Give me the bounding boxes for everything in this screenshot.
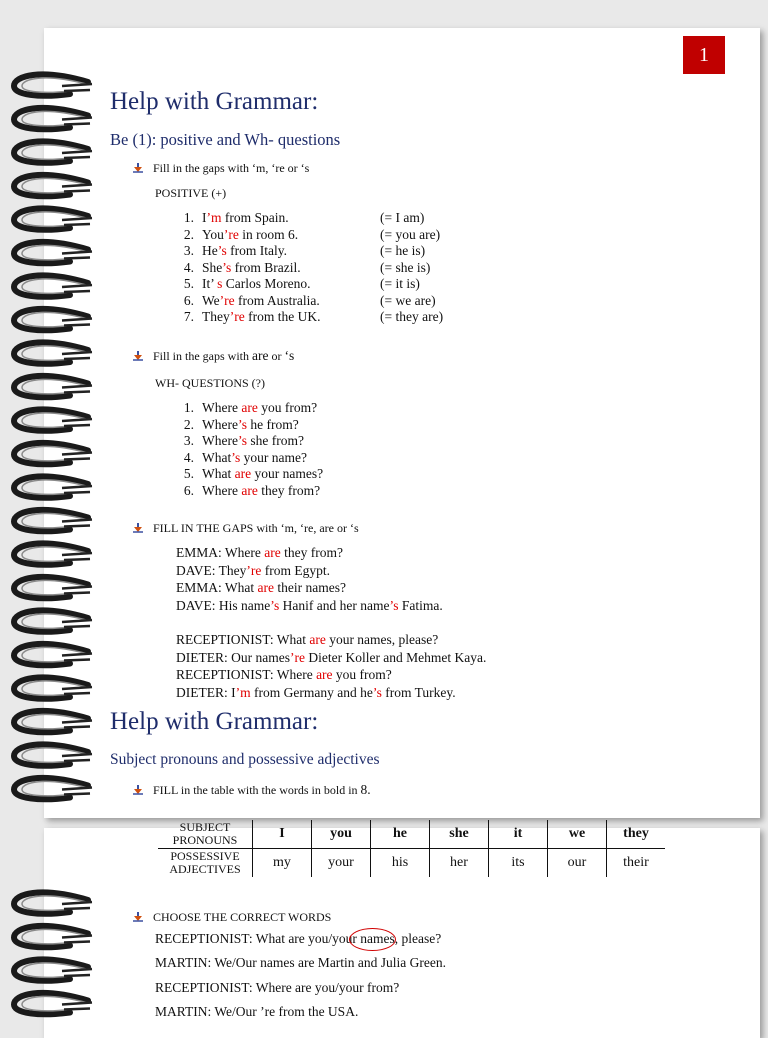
item-text: We <box>202 292 220 308</box>
pronoun-table <box>158 820 665 877</box>
item-text: your name? <box>240 449 307 465</box>
possessive-adjectives-label <box>158 849 253 878</box>
table-cell: I <box>253 820 312 849</box>
label-line: POSSESSIVE <box>170 849 240 863</box>
item-text: Where <box>202 416 238 432</box>
answer-text: ’m <box>206 210 222 225</box>
dialogue-text: DIETER: Our names <box>176 649 290 665</box>
dialogue-text: Hanif and her name <box>279 597 390 613</box>
instruction-2-word-are: are <box>252 348 269 363</box>
spiral-ring <box>14 543 92 564</box>
label-line: ADJECTIVES <box>169 862 241 876</box>
list-item <box>170 417 323 434</box>
subject-pronouns-label <box>158 820 253 849</box>
spiral-ring <box>14 443 92 464</box>
table-cell: you <box>312 820 371 849</box>
instruction-4-text: FILL in the table with the words in bold in <box>153 783 361 797</box>
answer-text: ’s <box>389 597 399 613</box>
answer-text: ’s <box>237 416 247 432</box>
dialogue-text: DAVE: They <box>176 562 247 578</box>
table-cell: its <box>489 849 548 878</box>
instruction-2 <box>133 348 294 364</box>
list-item <box>170 210 320 227</box>
spiral-ring <box>14 711 92 732</box>
instruction-3-caps: FILL IN THE GAPS <box>153 521 254 535</box>
table-cell: they <box>607 820 666 849</box>
spiral-ring <box>14 275 92 296</box>
item-number: 3. <box>183 433 194 448</box>
item-text: she from? <box>247 433 304 448</box>
item-text: Carlos Moreno. <box>222 276 311 291</box>
positive-label: POSITIVE (+) <box>155 186 227 200</box>
item-text: She <box>202 259 223 275</box>
list-item <box>170 400 323 417</box>
gloss-item: (= they are) <box>380 309 444 324</box>
table-cell: their <box>607 849 666 878</box>
arrow-bullet-icon <box>133 785 143 795</box>
choice-line-2: MARTIN: We/Our names are Martin and Julia Green. <box>155 955 447 970</box>
instruction-5-text: CHOOSE THE CORRECT WORDS <box>153 910 332 924</box>
item-text: from Italy. <box>226 243 287 258</box>
spiral-ring <box>14 74 92 95</box>
item-number: 1. <box>183 210 194 225</box>
item-text: They <box>202 309 230 324</box>
list-item <box>170 466 323 483</box>
item-text: Where <box>202 482 242 498</box>
answer-text: ’s <box>270 597 280 613</box>
dialogue-text: from Egypt. <box>261 562 330 578</box>
item-number: 5. <box>183 466 194 481</box>
spiral-ring <box>14 577 92 598</box>
arrow-bullet-icon <box>133 523 143 533</box>
answer-text: ’re <box>219 292 235 308</box>
spiral-ring <box>14 644 92 665</box>
answer-text: ’s <box>231 449 241 465</box>
table-cell: our <box>548 849 607 878</box>
item-text: It’ <box>202 276 218 291</box>
dialogue-text: EMMA: What <box>176 580 258 595</box>
dialogue-2 <box>176 631 486 701</box>
spiral-ring <box>14 376 92 397</box>
instruction-5 <box>133 910 331 925</box>
label-line: SUBJECT <box>179 820 231 834</box>
list-item <box>170 227 320 244</box>
item-text: from Brazil. <box>231 259 301 275</box>
possessive-adjectives-row <box>158 849 665 878</box>
spiral-ring <box>14 993 92 1014</box>
dialogue-text: RECEPTIONIST: What <box>176 632 310 647</box>
item-text: in room 6. <box>238 226 299 242</box>
dialogue-text: Fatima. <box>398 597 443 613</box>
gloss-item: (= she is) <box>380 259 431 275</box>
subject-pronouns-row <box>158 820 665 849</box>
dialogue-line <box>176 562 443 580</box>
dialogue-line <box>176 666 486 684</box>
wh-questions-label: WH- QUESTIONS (?) <box>155 376 265 390</box>
item-text: What <box>202 466 235 481</box>
item-number: 6. <box>183 482 194 498</box>
answer-text: are <box>241 400 258 415</box>
list-item <box>170 243 320 260</box>
spiral-ring <box>14 141 92 162</box>
spiral-ring <box>14 342 92 363</box>
spiral-binding <box>0 0 100 1024</box>
answer-text: ’s <box>217 243 227 258</box>
answer-text: ’re <box>229 309 245 324</box>
item-text: Where <box>202 433 238 448</box>
dialogue-line <box>176 649 486 667</box>
answer-text: are <box>241 482 258 498</box>
answer-text: are <box>234 466 252 481</box>
dialogue-text: their names? <box>273 580 346 595</box>
dialogue-text: they from? <box>280 545 343 560</box>
spiral-ring <box>14 778 92 799</box>
instruction-4-ref: 8. <box>360 782 371 797</box>
spiral-ring <box>14 892 92 913</box>
dialogue-text: your names, please? <box>325 632 439 647</box>
answer-text: ’re <box>289 649 305 665</box>
dialogue-1 <box>176 544 443 614</box>
item-text: I <box>202 210 207 225</box>
table-cell: he <box>371 820 430 849</box>
dialogue-line <box>176 631 486 649</box>
dialogue-text: DIETER: I <box>176 684 236 700</box>
choice-line-4: MARTIN: We/Our ’re from the USA. <box>155 1004 359 1019</box>
spiral-ring <box>14 610 92 631</box>
item-text: they from? <box>257 482 321 498</box>
answer-text: are <box>316 667 333 682</box>
gloss-item: (= you are) <box>380 226 441 242</box>
dialogue-line <box>176 597 443 615</box>
answer-text: ’s <box>237 433 247 448</box>
item-number: 6. <box>183 292 194 308</box>
gloss-item: (= I am) <box>380 210 425 225</box>
item-text: from Australia. <box>234 292 320 308</box>
table-cell: it <box>489 820 548 849</box>
spiral-ring <box>14 476 92 497</box>
table-cell: she <box>430 820 489 849</box>
list-item <box>170 293 320 310</box>
section1-subtitle: Be (1): positive and Wh- questions <box>110 130 341 149</box>
gloss-item: (= we are) <box>380 292 436 308</box>
dialogue-text: RECEPTIONIST: Where <box>176 667 317 682</box>
spiral-ring <box>14 309 92 330</box>
spiral-ring <box>14 677 92 698</box>
item-text: your names? <box>251 466 324 481</box>
instruction-3 <box>133 521 359 536</box>
instruction-2-word-s: ‘s <box>284 348 295 363</box>
dialogue-text: you from? <box>332 667 392 682</box>
item-text: he from? <box>247 416 299 432</box>
dialogue-line <box>176 684 486 702</box>
arrow-bullet-icon <box>133 912 143 922</box>
dialogue-text: DAVE: His name <box>176 597 271 613</box>
item-text: You <box>202 226 224 242</box>
instruction-2-text: Fill in the gaps with <box>153 349 252 363</box>
table-cell: we <box>548 820 607 849</box>
answer-text: are <box>309 632 326 647</box>
item-text: Where <box>202 400 242 415</box>
spiral-ring <box>14 926 92 947</box>
instruction-3-text: with ‘m, ‘re, are or ‘s <box>253 521 359 535</box>
positive-gloss-list <box>380 210 443 326</box>
list-item <box>170 483 323 500</box>
dialogue-text: from Turkey. <box>381 684 456 700</box>
item-number: 1. <box>183 400 194 415</box>
gloss-item: (= it is) <box>380 276 420 291</box>
answer-text: ’m <box>235 684 251 700</box>
list-item <box>170 450 323 467</box>
spiral-ring <box>14 242 92 263</box>
answer-text: ’re <box>223 226 239 242</box>
answer-circle-mark <box>349 928 396 951</box>
dialogue-line <box>176 544 443 562</box>
item-text: He <box>202 243 218 258</box>
item-number: 7. <box>183 309 194 324</box>
section1-title: Help with Grammar: <box>110 88 319 115</box>
spiral-ring <box>14 175 92 196</box>
arrow-bullet-icon <box>133 163 143 173</box>
spiral-ring <box>14 510 92 531</box>
item-number: 4. <box>183 449 194 465</box>
item-text: from the UK. <box>244 309 321 324</box>
table-cell: his <box>371 849 430 878</box>
table-cell: your <box>312 849 371 878</box>
spiral-ring <box>14 409 92 430</box>
dialogue-line <box>176 579 443 597</box>
answer-text: ’s <box>372 684 382 700</box>
table-cell: my <box>253 849 312 878</box>
label-line: PRONOUNS <box>172 833 238 847</box>
dialogue-text: Dieter Koller and Mehmet Kaya. <box>304 649 487 665</box>
item-number: 2. <box>183 416 194 432</box>
list-item <box>170 260 320 277</box>
item-number: 3. <box>183 243 194 258</box>
spiral-ring <box>14 108 92 129</box>
item-number: 5. <box>183 276 194 291</box>
spiral-ring <box>14 744 92 765</box>
table-cell: her <box>430 849 489 878</box>
instruction-1-text: Fill in the gaps with ‘m, ‘re or ‘s <box>153 161 310 175</box>
page-number-badge: 1 <box>683 36 725 74</box>
gloss-item: (= he is) <box>380 243 426 258</box>
answer-text: s <box>217 276 223 291</box>
answer-text: are <box>264 545 281 560</box>
arrow-bullet-icon <box>133 351 143 361</box>
item-number: 4. <box>183 259 194 275</box>
item-text: from Spain. <box>221 210 289 225</box>
answer-text: ’s <box>222 259 232 275</box>
dialogue-text: EMMA: Where <box>176 545 265 560</box>
choice-line-1: RECEPTIONIST: What are you/your names, please? <box>155 931 442 946</box>
list-item <box>170 309 320 326</box>
section2-subtitle: Subject pronouns and possessive adjectives <box>110 751 380 768</box>
instruction-1 <box>133 161 309 176</box>
item-text: you from? <box>257 400 318 415</box>
answer-text: are <box>257 580 274 595</box>
dialogue-text: from Germany and he <box>250 684 373 700</box>
item-number: 2. <box>183 226 194 242</box>
item-text: What <box>202 449 232 465</box>
spiral-ring <box>14 208 92 229</box>
questions-list <box>170 400 323 499</box>
positive-list <box>170 210 320 326</box>
instruction-4 <box>133 782 371 798</box>
answer-text: ’re <box>246 562 262 578</box>
section2-title: Help with Grammar: <box>110 708 319 735</box>
spiral-ring <box>14 959 92 980</box>
choice-line-3: RECEPTIONIST: Where are you/your from? <box>155 980 400 995</box>
list-item <box>170 433 323 450</box>
list-item <box>170 276 320 293</box>
instruction-2-or: or <box>268 349 285 363</box>
